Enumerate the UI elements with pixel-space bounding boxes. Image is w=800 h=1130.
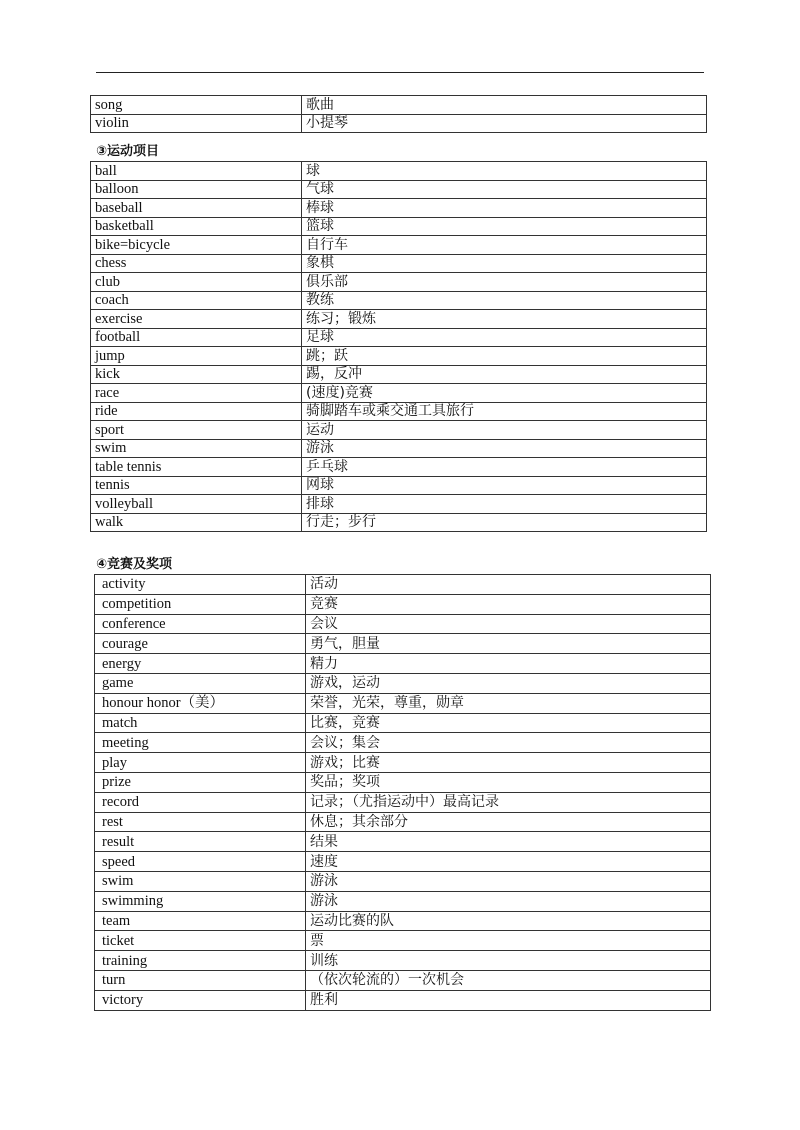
english-word: speed: [95, 852, 306, 872]
chinese-meaning: 教练: [302, 291, 707, 310]
chinese-meaning: 活动: [306, 575, 711, 595]
english-word: song: [91, 96, 302, 115]
chinese-meaning: 会议: [306, 614, 711, 634]
english-word: ride: [91, 402, 302, 421]
table-row: [95, 951, 711, 971]
table-row: [95, 713, 711, 733]
vocab-table-competition: [94, 574, 711, 1011]
section-heading-competition: ④竞赛及奖项: [96, 557, 173, 572]
chinese-meaning: （依次轮流的）一次机会: [306, 970, 711, 990]
table-row: [95, 673, 711, 693]
table-row: [95, 634, 711, 654]
table-row: [91, 96, 707, 115]
chinese-meaning: 奖品；奖项: [306, 772, 711, 792]
chinese-meaning: 小提琴: [302, 114, 707, 133]
english-word: violin: [91, 114, 302, 133]
english-word: exercise: [91, 310, 302, 329]
english-word: kick: [91, 365, 302, 384]
chinese-meaning: 行走；步行: [302, 513, 707, 532]
table-row: [95, 812, 711, 832]
english-word: walk: [91, 513, 302, 532]
chinese-meaning: 游戏，运动: [306, 673, 711, 693]
table-row: [91, 162, 707, 181]
english-word: match: [95, 713, 306, 733]
chinese-meaning: 运动比赛的队: [306, 911, 711, 931]
english-word: training: [95, 951, 306, 971]
english-word: sport: [91, 421, 302, 440]
table-row: [91, 513, 707, 532]
table-row: [95, 772, 711, 792]
table-row: [91, 384, 707, 403]
english-word: baseball: [91, 199, 302, 218]
english-word: chess: [91, 254, 302, 273]
chinese-meaning: 球: [302, 162, 707, 181]
chinese-meaning: 结果: [306, 832, 711, 852]
chinese-meaning: 游泳: [306, 891, 711, 911]
english-word: activity: [95, 575, 306, 595]
english-word: basketball: [91, 217, 302, 236]
chinese-meaning: 勇气，胆量: [306, 634, 711, 654]
chinese-meaning: 自行车: [302, 236, 707, 255]
section-heading-sports: ③运动项目: [96, 144, 160, 159]
vocab-table-sports: [90, 161, 707, 532]
english-word: club: [91, 273, 302, 292]
chinese-meaning: 票: [306, 931, 711, 951]
english-word: competition: [95, 594, 306, 614]
chinese-meaning: 速度: [306, 852, 711, 872]
table-row: [95, 733, 711, 753]
english-word: volleyball: [91, 495, 302, 514]
english-word: courage: [95, 634, 306, 654]
table-row: [91, 114, 707, 133]
table-row: [95, 614, 711, 634]
chinese-meaning: 记录；（尤指运动中）最高记录: [306, 792, 711, 812]
header-rule: [96, 72, 704, 73]
english-word: table tennis: [91, 458, 302, 477]
english-word: swim: [95, 871, 306, 891]
english-word: coach: [91, 291, 302, 310]
english-word: energy: [95, 654, 306, 674]
table-row: [91, 402, 707, 421]
chinese-meaning: 精力: [306, 654, 711, 674]
english-word: record: [95, 792, 306, 812]
table-row: [91, 199, 707, 218]
table-row: [91, 180, 707, 199]
table-row: [95, 594, 711, 614]
chinese-meaning: 乒乓球: [302, 458, 707, 477]
table-row: [95, 990, 711, 1010]
table-row: [95, 970, 711, 990]
english-word: balloon: [91, 180, 302, 199]
chinese-meaning: 竞赛: [306, 594, 711, 614]
table-row: [91, 458, 707, 477]
english-word: rest: [95, 812, 306, 832]
chinese-meaning: 运动: [302, 421, 707, 440]
chinese-meaning: 排球: [302, 495, 707, 514]
english-word: turn: [95, 970, 306, 990]
table-row: [95, 654, 711, 674]
chinese-meaning: 会议；集会: [306, 733, 711, 753]
table-row: [95, 891, 711, 911]
english-word: ticket: [95, 931, 306, 951]
table-row: [95, 911, 711, 931]
chinese-meaning: 棒球: [302, 199, 707, 218]
table-row: [95, 792, 711, 812]
table-row: [91, 310, 707, 329]
english-word: race: [91, 384, 302, 403]
chinese-meaning: 气球: [302, 180, 707, 199]
english-word: bike=bicycle: [91, 236, 302, 255]
english-word: swim: [91, 439, 302, 458]
chinese-meaning: 足球: [302, 328, 707, 347]
chinese-meaning: 游泳: [306, 871, 711, 891]
table-row: [91, 273, 707, 292]
table-row: [91, 347, 707, 366]
english-word: conference: [95, 614, 306, 634]
table-row: [95, 871, 711, 891]
chinese-meaning: 踢，反冲: [302, 365, 707, 384]
table-row: [95, 931, 711, 951]
table-row: [91, 291, 707, 310]
english-word: jump: [91, 347, 302, 366]
chinese-meaning: 休息；其余部分: [306, 812, 711, 832]
english-word: tennis: [91, 476, 302, 495]
english-word: play: [95, 753, 306, 773]
chinese-meaning: 练习；锻炼: [302, 310, 707, 329]
table-row: [95, 693, 711, 713]
chinese-meaning: 比赛，竞赛: [306, 713, 711, 733]
table-row: [95, 832, 711, 852]
chinese-meaning: (速度)竞赛: [302, 384, 707, 403]
table-row: [91, 476, 707, 495]
english-word: ball: [91, 162, 302, 181]
chinese-meaning: 歌曲: [302, 96, 707, 115]
table-row: [95, 852, 711, 872]
english-word: swimming: [95, 891, 306, 911]
table-row: [91, 495, 707, 514]
english-word: game: [95, 673, 306, 693]
chinese-meaning: 游泳: [302, 439, 707, 458]
chinese-meaning: 篮球: [302, 217, 707, 236]
table-row: [95, 575, 711, 595]
table-row: [91, 439, 707, 458]
table-row: [91, 254, 707, 273]
english-word: victory: [95, 990, 306, 1010]
chinese-meaning: 俱乐部: [302, 273, 707, 292]
table-row: [91, 217, 707, 236]
vocab-table-top: [90, 95, 707, 133]
english-word: meeting: [95, 733, 306, 753]
chinese-meaning: 象棋: [302, 254, 707, 273]
chinese-meaning: 训练: [306, 951, 711, 971]
english-word: football: [91, 328, 302, 347]
table-row: [91, 236, 707, 255]
chinese-meaning: 胜利: [306, 990, 711, 1010]
table-row: [91, 365, 707, 384]
english-word: honour honor（美）: [95, 693, 306, 713]
english-word: prize: [95, 772, 306, 792]
chinese-meaning: 荣誉，光荣，尊重，勋章: [306, 693, 711, 713]
table-row: [91, 421, 707, 440]
chinese-meaning: 骑脚踏车或乘交通工具旅行: [302, 402, 707, 421]
english-word: result: [95, 832, 306, 852]
table-row: [91, 328, 707, 347]
table-row: [95, 753, 711, 773]
chinese-meaning: 游戏；比赛: [306, 753, 711, 773]
chinese-meaning: 跳；跃: [302, 347, 707, 366]
english-word: team: [95, 911, 306, 931]
chinese-meaning: 网球: [302, 476, 707, 495]
